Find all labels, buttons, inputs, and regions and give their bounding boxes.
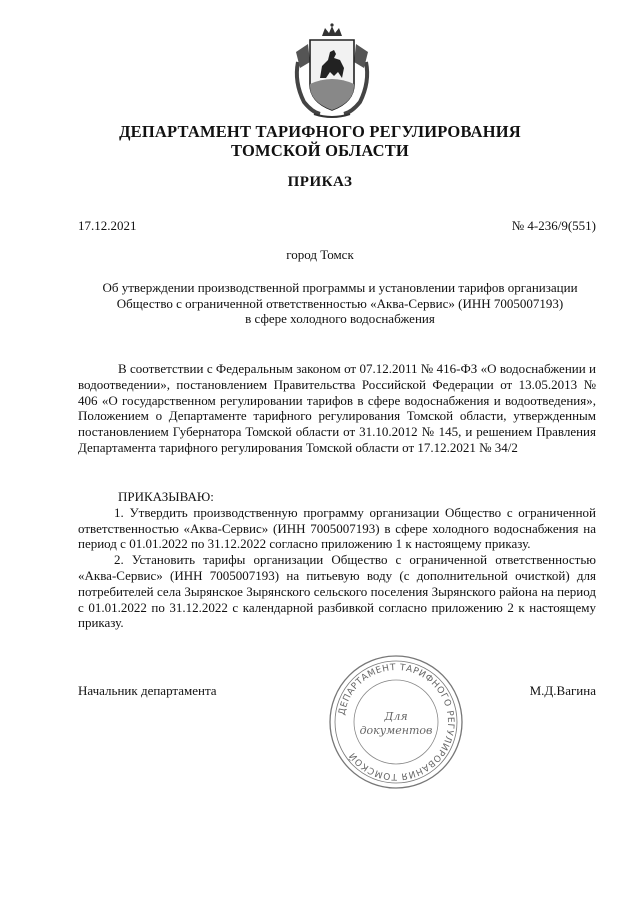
official-seal-stamp — [326, 652, 466, 792]
signatory-position: Начальник департамента — [78, 683, 217, 698]
subject-line-1: Об утверждении производственной программы и установлении тарифов организации — [102, 280, 578, 295]
department-name-line2: ТОМСКОЙ ОБЛАСТИ — [231, 141, 409, 160]
seal-center-line-2: документов — [359, 724, 433, 737]
order-body — [78, 489, 596, 631]
order-word: ПРИКАЗЫВАЮ: — [118, 489, 214, 504]
subject-line-3: в сфере холодного водоснабжения — [245, 311, 435, 326]
order-subject — [80, 280, 600, 327]
order-item-1: 1. Утвердить производственную программу организации Общество с ограниченной ответственностью «Аква-Сервис» (ИНН 7005007193) в сфере холодного водоснабжения на период с 01.01.2022 по 31.12.2022 согласно приложению 1 к настоящему приказу. — [78, 504, 596, 552]
department-name-line1: ДЕПАРТАМЕНТ ТАРИФНОГО РЕГУЛИРОВАНИЯ — [119, 122, 521, 141]
document-title: ПРИКАЗ — [287, 174, 353, 190]
subject-line-2: Общество с ограниченной ответственностью «Аква-Сервис» (ИНН 7005007193) — [116, 295, 564, 311]
order-item-2: 2. Установить тарифы организации Общество с ограниченной ответственностью «Аква-Сервис» (ИНН 7005007193) на питьевую воду (с дополнительной очисткой) для потребителей села Зырянское Зырянского сельского поселения Зырянского района на период с 01.01.2022 по 31.12.2022 с календарной разбивкой согласно приложению 2 к настоящему приказу. — [78, 552, 596, 631]
preamble-text: В соответствии с Федеральным законом от 07.12.2011 № 416-ФЗ «О водоснабжении и водоотведении», постановлением Правительства Российской Федерации от 13.05.2013 № 406 «О государственном регулировании тарифов в сфере водоснабжения и водоотведения», Положением о Департаменте тарифного регулирования Томской области, утвержденным постановлением Губернатора Томской области от 31.10.2012 № 145, и решением Правления Департамента тарифного регулирования Томской области от 17.12.2021 № 34/2 — [78, 361, 596, 455]
city-name: город Томск — [286, 247, 354, 262]
signatory-name: М.Д.Вагина — [529, 683, 596, 698]
seal-ring-text: ДЕПАРТАМЕНТ ТАРИФНОГО РЕГУЛИРОВАНИЯ ТОМСКОЙ — [337, 662, 456, 782]
order-date: 17.12.2021 — [78, 218, 137, 233]
order-number: № 4-236/9(551) — [511, 218, 596, 233]
preamble-paragraph — [78, 361, 596, 456]
seal-center-line-1: Для — [384, 710, 408, 723]
coat-of-arms-emblem — [290, 22, 374, 122]
